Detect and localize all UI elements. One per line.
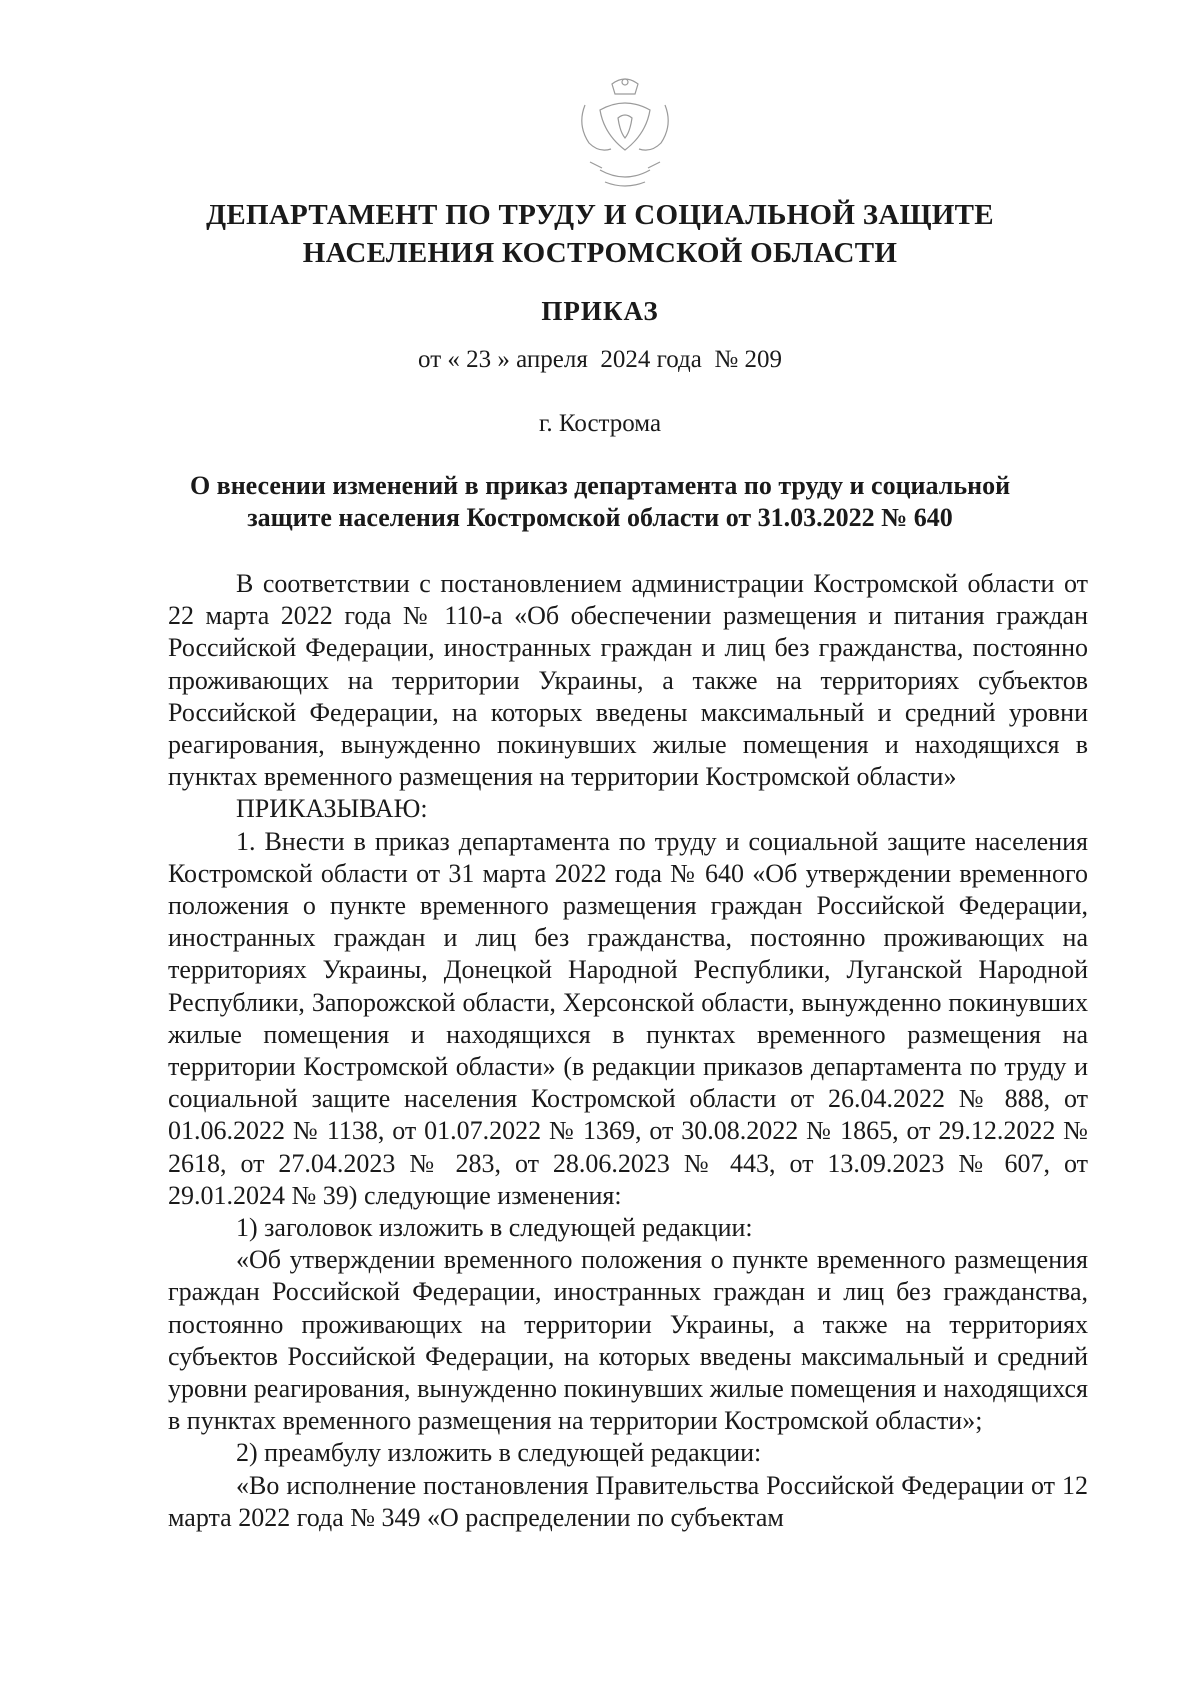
preamble-paragraph: В соответствии с постановлением администрации Костромской области от 22 марта 2022 года № 110-а «Об обеспечении размещения и питания граждан Российской Федерации, иностранных граждан и лиц без гражданства, постоянно проживающих на территории Украины, а также на территориях субъектов Российской Федерации, на которых введены максимальный и средний уровни реагирования, вынужденно покинувших жилые помещения и находящихся в пунктах временного размещения на территории Костромской области» — [168, 569, 1088, 792]
city: г. Кострома — [538, 410, 662, 437]
department-line-2: НАСЕЛЕНИЯ КОСТРОМСКОЙ ОБЛАСТИ — [302, 237, 898, 269]
decree-word: ПРИКАЗЫВАЮ: — [236, 794, 428, 824]
subitem-1-paragraph: 1) заголовок изложить в следующей редакции: — [236, 1213, 753, 1243]
subject-line-2: защите населения Костромской области от 31.03.2022 № 640 — [247, 503, 953, 532]
document-body — [168, 568, 1088, 1534]
department-heading — [0, 196, 1200, 272]
order-subject — [0, 470, 1200, 534]
coat-of-arms-emblem — [560, 70, 690, 200]
subitem-2-paragraph: 2) преамбулу изложить в следующей редакции: — [236, 1438, 762, 1468]
document-type: ПРИКАЗ — [541, 296, 659, 326]
date-and-number: от « 23 » апреля 2024 года № 209 — [418, 346, 782, 373]
department-line-1: ДЕПАРТАМЕНТ ПО ТРУДУ И СОЦИАЛЬНОЙ ЗАЩИТЕ — [206, 199, 994, 231]
subitem-1-text: «Об утверждении временного положения о пункте временного размещения граждан Российской Федерации, иностранных граждан и лиц без гражданства, постоянно проживающих на территории Украины, а также на территориях субъектов Российской Федерации, на которых введены максимальный и средний уровни реагирования, вынужденно покинувших жилые помещения и находящихся в пунктах временного размещения на территории Костромской области»; — [168, 1245, 1088, 1436]
subject-line-1: О внесении изменений в приказ департамента по труду и социальной — [189, 471, 1011, 500]
subitem-2-text: «Во исполнение постановления Правительства Российской Федерации от 12 марта 2022 года № 349 «О распределении по субъектам — [168, 1470, 1088, 1532]
item-1-paragraph: 1. Внести в приказ департамента по труду и социальной защите населения Костромской области от 31 марта 2022 года № 640 «Об утверждении временного положения о пункте временного размещения граждан Российской Федерации, иностранных граждан и лиц без гражданства, постоянно проживающих на территориях Украины, Донецкой Народной Республики, Луганской Народной Республики, Запорожской области, Херсонской области, вынужденно покинувших жилые помещения и находящихся в пунктах временного размещения на территории Костромской области» (в редакции приказов департамента по труду и социальной защите населения Костромской области от 26.04.2022 № 888, от 01.06.2022 № 1138, от 01.07.2022 № 1369, от 30.08.2022 № 1865, от 29.12.2022 № 2618, от 27.04.2023 № 283, от 28.06.2023 № 443, от 13.09.2023 № 607, от 29.01.2024 № 39) следующие изменения: — [168, 826, 1088, 1210]
